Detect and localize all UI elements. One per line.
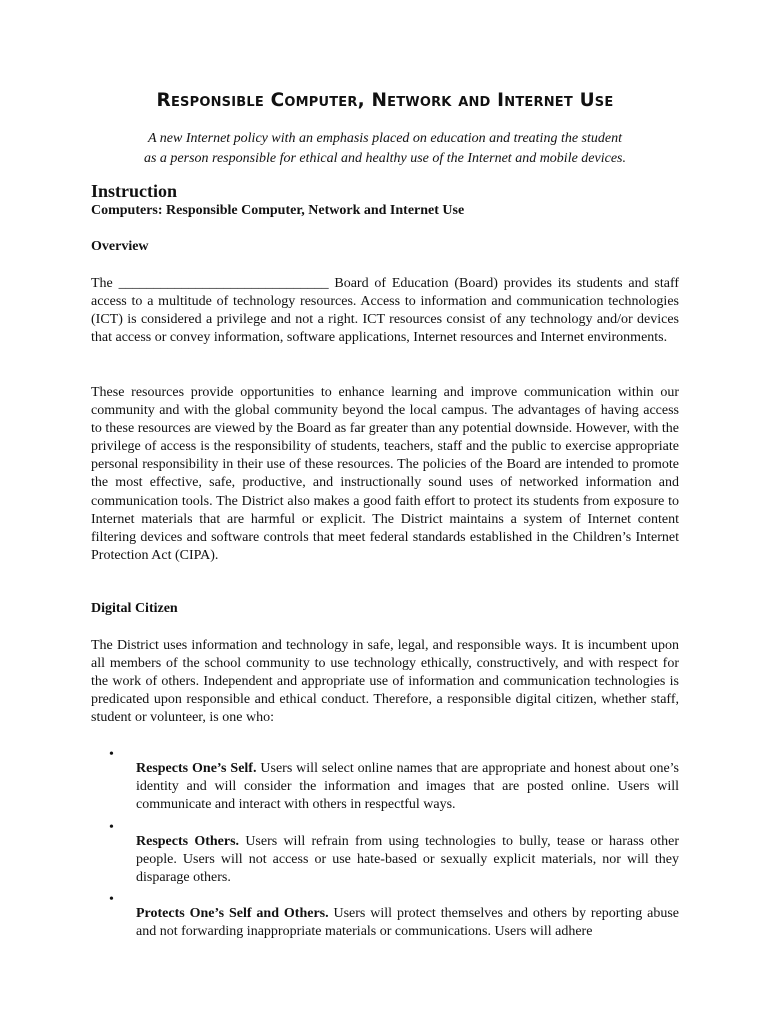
section-subheading: Computers: Responsible Computer, Network and Internet Use <box>91 203 465 218</box>
overview-paragraph-1 <box>91 275 679 347</box>
bullet-icon: • <box>109 747 114 762</box>
list-item <box>91 819 679 901</box>
bullet-text <box>136 905 679 941</box>
overview-p1-rest: Board of Education (Board) provides its students and staff access to a multitude of technology resources. Access to information and communication technologies (ICT) is considered a privilege and not a right. ICT resources consist of any technology and/or devices that access or convey information, software applications, Internet resources and Internet environments. <box>91 276 680 346</box>
bullet-text <box>136 760 679 814</box>
board-name-blank: ______________________________ <box>118 276 329 291</box>
list-item <box>91 746 679 828</box>
bullet-icon: • <box>109 820 114 835</box>
document-subtitle <box>100 129 670 169</box>
bullet-icon: • <box>109 892 114 907</box>
bullet-text <box>136 833 679 887</box>
bullet-lead: Protects One’s Self and Others. <box>136 906 329 921</box>
digital-citizen-paragraph: The District uses information and technology in safe, legal, and responsible ways. It is incumbent upon all members of the school community to use technology ethically, constructively, and with respect for the work of others. Independent and appropriate use of information and communication technologies is predicated upon responsible and ethical conduct. Therefore, a responsible digital citizen, whether staff, student or volunteer, is one who: <box>91 638 679 726</box>
subtitle-line-1: A new Internet policy with an emphasis placed on education and treating the student <box>148 131 622 146</box>
bullet-lead: Respects One’s Self. <box>136 761 257 776</box>
overview-paragraph-2: These resources provide opportunities to enhance learning and improve communication within our community and with the global community beyond the local campus. The advantages of having access to these resources are viewed by the Board as far greater than any potential downside. However, with the privilege of access is the responsibility of students, teachers, staff and the public to exercise appropriate personal responsibility in their use of these resources. The policies of the Board are intended to promote the most effective, safe, productive, and instructionally sound uses of networked information and communication tools. The District also makes a good faith effort to protect its students from exposure to Internet materials that are harmful or explicit. The District maintains a system of Internet content filtering devices and software controls that meet federal standards established in the Children’s Internet Protection Act (CIPA). <box>91 385 679 563</box>
bullet-body: Users will protect themselves and others by reporting abuse and not forwarding inappropriate materials or communications. Users will adhere <box>136 906 680 940</box>
overview-heading: Overview <box>91 239 149 254</box>
list-item <box>91 891 679 955</box>
bullet-body: Users will select online names that are appropriate and honest about one’s identity and will consider the information and images that are posted online. Users will communicate and interact with others in respectful ways. <box>136 761 679 813</box>
document-title: Responsible Computer, Network and Internet Use <box>156 90 614 111</box>
bullet-body: Users will refrain from using technologies to bully, tease or harass other people. Users will not access or use hate-based or sexually explicit materials, nor will they disparage others. <box>136 834 679 886</box>
overview-p1-lead: The <box>91 276 113 291</box>
bullet-lead: Respects Others. <box>136 834 240 849</box>
section-heading: Instruction <box>91 181 178 201</box>
subtitle-line-2: as a person responsible for ethical and healthy use of the Internet and mobile devices. <box>143 151 626 166</box>
digital-citizen-heading: Digital Citizen <box>91 601 178 616</box>
